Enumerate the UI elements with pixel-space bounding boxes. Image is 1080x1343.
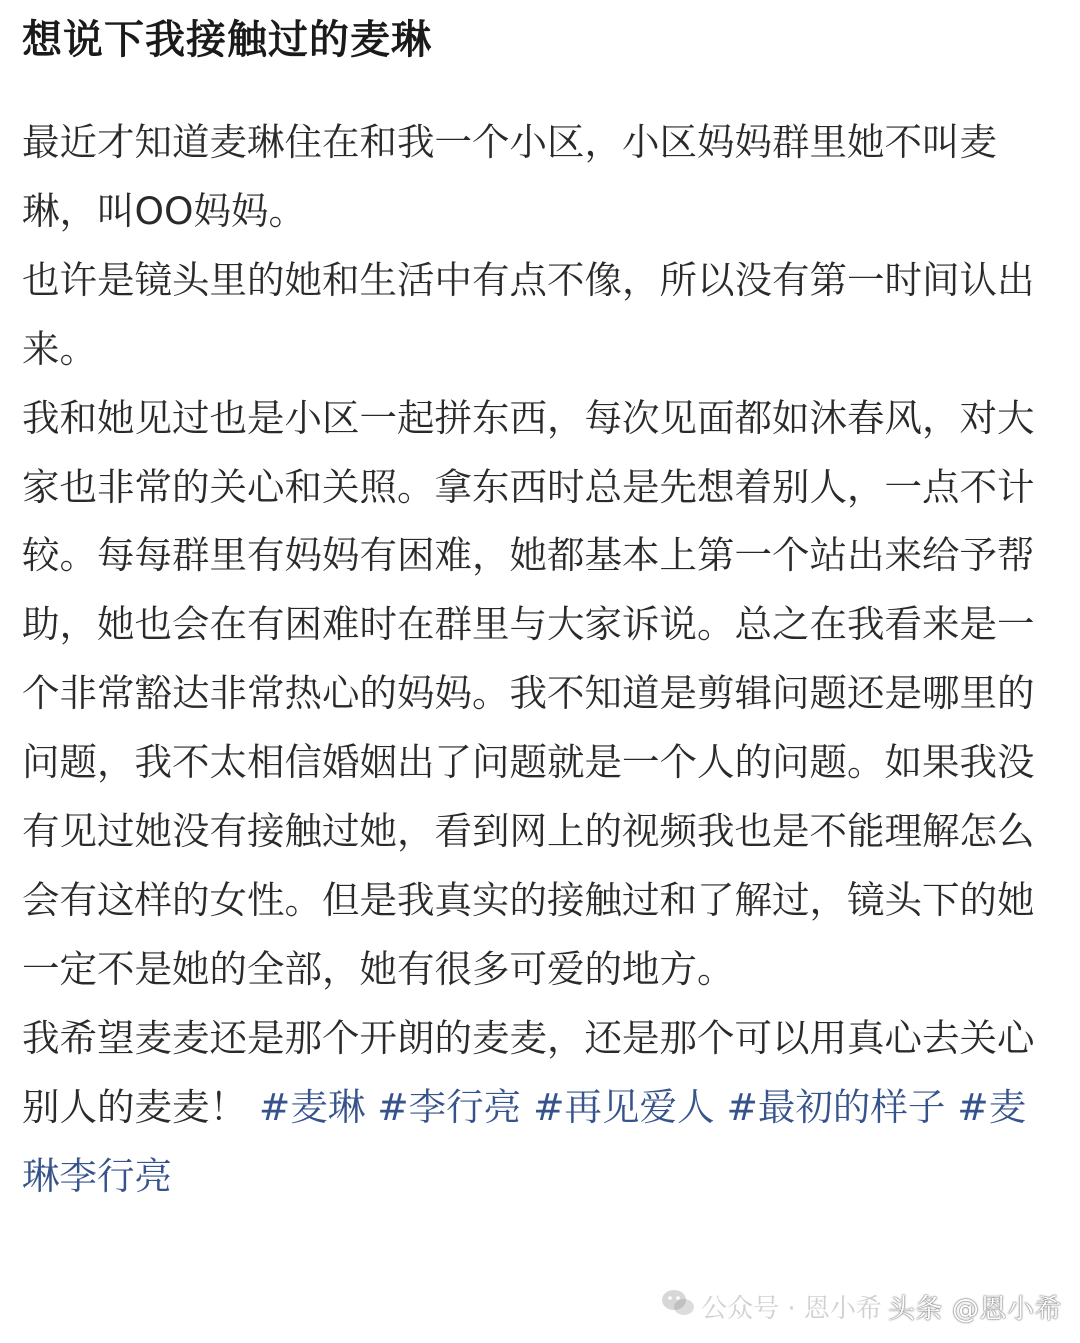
hashtag-zuichu-de-yangzi[interactable]: #最初的样子 bbox=[726, 1084, 946, 1129]
post-card bbox=[22, 0, 1062, 1211]
watermark-ghost bbox=[661, 1288, 882, 1325]
watermark-ghost-text: 公众号 · 恩小希 bbox=[701, 1293, 882, 1324]
hashtag-mailin-lixingliang[interactable]: #麦琳李行亮 bbox=[22, 1084, 1027, 1198]
post-paragraph-1: 最近才知道麦琳住在和我一个小区，小区妈妈群里她不叫麦琳，叫OO妈妈。 bbox=[22, 120, 997, 233]
post-paragraph-3: 我和她见过也是小区一起拼东西，每次见面都如沐春风，对大家也非常的关心和关照。拿东西时总是先想着别人，一点不计较。每每群里有妈妈有困难，她都基本上第一个站出来给予帮助，她也会在有困难时在群里与大家诉说。总之在我看来是一个非常豁达非常热心的妈妈。我不知道是剪辑问题还是哪里的问题，我不太相信婚姻出了问题就是一个人的问题。如果我没有见过她没有接触过她，看到网上的视频我也是不能理解怎么会有这样的女性。但是我真实的接触过和了解过，镜头下的她一定不是她的全部，她有很多可爱的地方。 bbox=[22, 395, 1035, 991]
post-paragraph-4 bbox=[22, 1004, 1062, 1211]
hashtag-zaijian-airen[interactable]: #再见爱人 bbox=[533, 1084, 715, 1129]
hashtag-mailin[interactable]: #麦琳 bbox=[258, 1084, 366, 1129]
watermark bbox=[661, 1281, 1062, 1331]
post-paragraph-2: 也许是镜头里的她和生活中有点不像，所以没有第一时间认出来。 bbox=[22, 257, 1035, 371]
watermark-main-text: 头条 @恩小希 bbox=[887, 1293, 1062, 1325]
wechat-icon bbox=[661, 1288, 701, 1325]
post-title: 想说下我接触过的麦琳 bbox=[22, 17, 432, 63]
hashtag-lixingliang[interactable]: #李行亮 bbox=[377, 1084, 522, 1129]
post-body bbox=[22, 108, 1062, 1211]
post-paragraph-4-text: 我希望麦麦还是那个开朗的麦麦，还是那个可以用真心去关心别人的麦麦！ bbox=[22, 1015, 1035, 1129]
